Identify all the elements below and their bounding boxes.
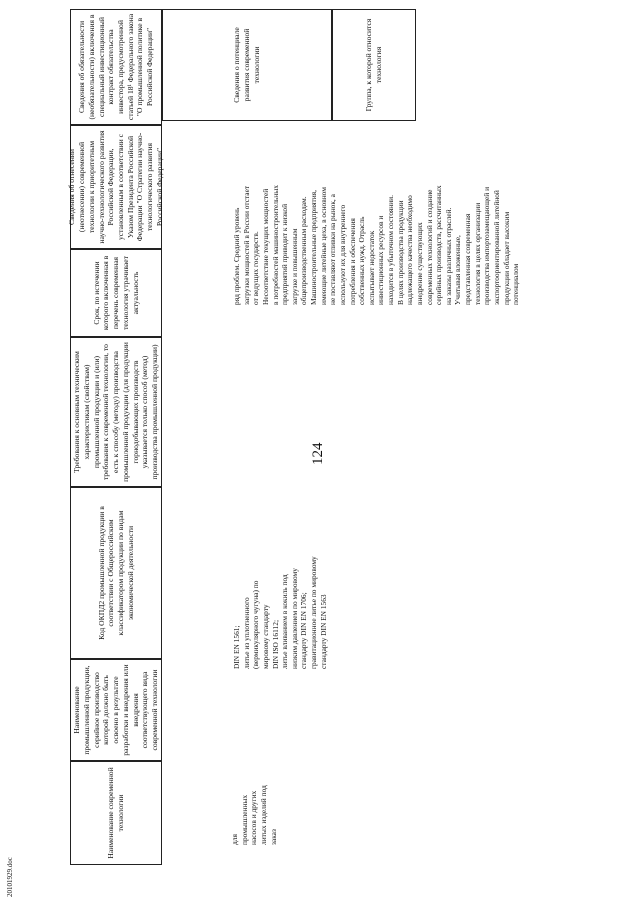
row-cell-potential: ряд проблем. Средний уровень загрузки мощностей в России отстает от ведущих государств. Несоответствие текущих мощностей в потребностей машиностроительных предприятий приводит к низкой загрузке и повышенным общепроизводственным расходам. Машиностроительные предприятия, имеющие литейные цеха, в основном не поставляют отливки на рынок, а используют их для внутреннего потребления и обеспечения собственных нужд. Отрасль испытывает недостаток инвестиционных ресурсов и находится в убыточном состоянии. В целях производства продукции надлежащего качества необходимо внедрение существующих современных технологий и создание серийных производств, рассчитанных на заказы различных отраслей. Учитывая вложенные, представленная современная технология в целях организации производства импортозамещающей и экспортоориентированной литейной продукции обладает высоким потенциалом	[232, 185, 521, 305]
document-footer: 20101929.doc	[6, 857, 14, 897]
header-cell-okpd2-code: Код ОКПД2 промышленной продукции в соответствии с Общероссийским классификатором продукции по видам экономической деятельности	[70, 487, 162, 659]
row-cell-requirements: DIN EN 1561; литье из уплотненного (вермикулярного чугуна) по мировому стандарту DIN ISO 16112; литье вливанием в кокиль под низким давлением по мировому стандарту DIN EN 1706; гравитационное литье по мировому стандарту DIN EN 1563	[232, 556, 328, 669]
header-cell-group: Группа, к которой относится технология	[332, 9, 416, 121]
header-cell-obligation: Сведения об обязательности (необязательности) включения в специальный инвестиционный контракт обязательства инвестора, предусмотренной статьей 18¹ Федерального закона "О промышленной политике в Российской Федерации"	[70, 9, 162, 125]
header-cell-term: Срок, по истечении которого включенная в перечень современная технология утрачивает актуальность	[70, 249, 162, 337]
page-number: 124	[310, 442, 326, 465]
row-cell-technology-name: для промышленных насосов и других литых изделий под заказ	[230, 785, 278, 845]
header-cell-priority: Сведения об отнесении (неотнесении) современной технологии к приоритетным научно-технологического развития Российской Федерации, установленным в соответствии с Указом Президента Российской Федерации "О Стратегии научно-технологического развития Российской Федерации"	[70, 125, 162, 249]
header-cell-technology-name: Наименование современной технологии	[70, 761, 162, 865]
header-cell-product-name: Наименование промышленной продукции, серийное производство которой должно быть освоено в результате разработки и внедрения или внедрения соответствующего вида современной технологии	[70, 659, 162, 761]
header-cell-potential-real: Сведения о потенциале развития современной технологии	[162, 9, 332, 121]
header-cell-requirements: Требования к основным техническим характеристикам (свойствам) промышленной продукции и (или) требования к современной технологии, то есть к способу (методу) производства промышленной продукции (для продукции горнодобывающих производств указывается только способ (метод) производства промышленной продукции)	[70, 337, 162, 487]
